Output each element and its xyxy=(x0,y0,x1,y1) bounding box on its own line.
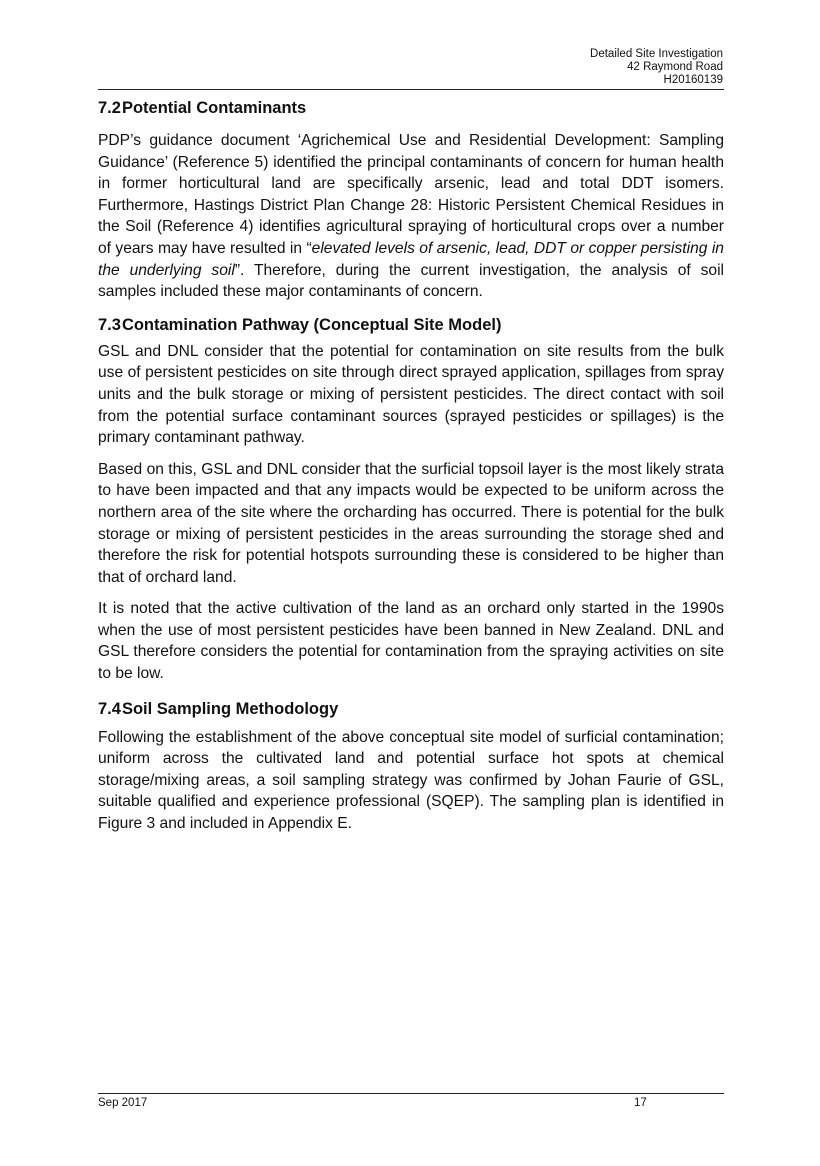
paragraph-potential-contaminants xyxy=(98,130,724,303)
header-reference-number: H20160139 xyxy=(663,74,723,86)
quoted-italic-text: elevated levels of arsenic, lead, DDT or copper persisting in the underlying soil xyxy=(98,239,724,279)
section-number: 7.3 xyxy=(98,315,121,334)
section-number: 7.2 xyxy=(98,99,121,117)
section-number: 7.4 xyxy=(98,699,121,718)
paragraph-contamination-pathway: GSL and DNL consider that the potential for contamination on site results from the bulk use of persistent pesticides on site through direct sprayed application, spillages from spray units and the bulk storage or mixing of persistent pesticides. The direct contact with soil from the potential surface contaminant sources (sprayed pesticides or spillages) is the primary contaminant pathway. xyxy=(98,342,724,447)
header-document-title: Detailed Site Investigation xyxy=(590,48,723,60)
section-title: Soil Sampling Methodology xyxy=(121,699,339,718)
section-title: Contamination Pathway (Conceptual Site Model) xyxy=(121,315,502,334)
paragraph-sampling-methodology: Following the establishment of the above conceptual site model of surficial contamination; uniform across the cultivated land and potential surface hot spots at chemical storage/mixing areas, a soil sampling strategy was confirmed by Johan Faurie of GSL, suitable qualified and experience professional (SQEP). The sampling plan is identified in Figure 3 and included in Appendix E. xyxy=(98,728,724,833)
footer-divider xyxy=(98,1093,724,1094)
paragraph-text: ”. Therefore, during the current investigation, the analysis of soil samples included these major contaminants of concern. xyxy=(98,261,724,301)
page-body xyxy=(98,98,724,835)
header-divider xyxy=(98,89,724,90)
header-site-address: 42 Raymond Road xyxy=(627,61,723,73)
document-header xyxy=(590,48,723,87)
paragraph-text: PDP’s guidance document ‘Agrichemical Use and Residential Development: Sampling Guidance’ (Reference 5) identified the principal contaminants of concern for human health in former horticultural land are specifically arsenic, lead and total DDT isomers. Furthermore, Hastings District Plan Change 28: Historic Persistent Chemical Residues in the Soil (Reference 4) identifies agricultural spraying of horticultural crops over a number of years may have resulted in “ xyxy=(98,132,724,257)
footer-date: Sep 2017 xyxy=(98,1097,148,1109)
section-heading-7-4 xyxy=(98,699,724,719)
section-heading-7-3 xyxy=(98,315,724,335)
section-heading-7-2 xyxy=(98,98,724,118)
section-title: Potential Contaminants xyxy=(121,99,307,117)
paragraph-cultivation-history: It is noted that the active cultivation of the land as an orchard only started in the 1990s when the use of most persistent pesticides have been banned in New Zealand. DNL and GSL therefore considers the potential for contamination from the spraying activities on site to be low. xyxy=(98,600,724,683)
page-number: 17 xyxy=(634,1097,647,1109)
paragraph-impacted-strata: Based on this, GSL and DNL consider that the surficial topsoil layer is the most likely strata to have been impacted and that any impacts would be expected to be uniform across the northern area of the site where the orcharding has occurred. There is potential for the bulk storage or mixing of persistent pesticides in the areas surrounding the storage shed and therefore the risk for potential hotspots surrounding these is considered to be higher than that of orchard land. xyxy=(98,460,724,586)
